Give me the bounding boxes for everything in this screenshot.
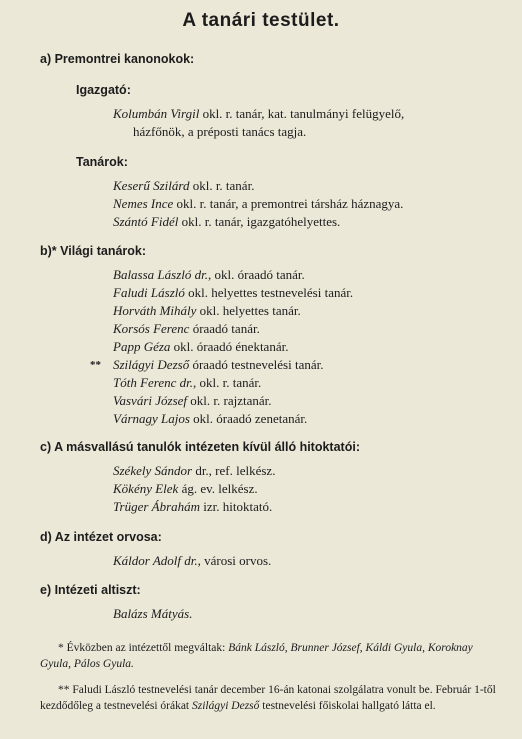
teacher-line bbox=[113, 285, 353, 301]
footnote-2 bbox=[40, 682, 500, 714]
person-name: Káldor Adolf dr. bbox=[113, 553, 198, 568]
teacher-line bbox=[113, 178, 254, 194]
person-name: Szilágyi Dezső bbox=[113, 357, 190, 372]
person-name: Kökény Elek bbox=[113, 481, 179, 496]
teacher-line bbox=[113, 303, 301, 319]
teacher-line bbox=[113, 214, 340, 230]
teacher-line bbox=[113, 411, 307, 427]
person-name: Korsós Ferenc bbox=[113, 321, 190, 336]
person-name: Trüger Ábrahám bbox=[113, 499, 201, 514]
person-name: Szántó Fidél bbox=[113, 214, 179, 229]
section-e-heading: e) Intézeti altiszt: bbox=[40, 583, 141, 597]
footnote-name: Szilágyi Dezső bbox=[192, 700, 260, 712]
teacher-line bbox=[113, 196, 403, 212]
footnote-text: * Évközben az intézettől megváltak: bbox=[58, 642, 229, 654]
teacher-line bbox=[113, 393, 272, 409]
teacher-line bbox=[113, 481, 258, 497]
person-name: Keserű Szilárd bbox=[113, 178, 190, 193]
footnote-text: testnevelési főiskolai hallgató látta el. bbox=[259, 700, 436, 712]
tanarok-heading: Tanárok: bbox=[76, 155, 128, 169]
double-star-marker: ** bbox=[90, 359, 101, 371]
person-desc: okl. helyettes tanár. bbox=[196, 303, 301, 318]
teacher-line bbox=[113, 499, 272, 515]
person-name: Tóth Ferenc dr. bbox=[113, 375, 194, 390]
igazgato-line bbox=[113, 106, 404, 122]
person-name: Várnagy Lajos bbox=[113, 411, 190, 426]
person-name: Székely Sándor bbox=[113, 463, 193, 478]
teacher-line bbox=[113, 321, 260, 337]
person-name: Horváth Mihály bbox=[113, 303, 197, 318]
teacher-line bbox=[113, 339, 288, 355]
person-desc: okl. óraadó énektanár. bbox=[170, 339, 289, 354]
section-a-heading: a) Premontrei kanonokok: bbox=[40, 52, 195, 66]
person-desc: óraadó testnevelési tanár. bbox=[189, 357, 324, 372]
person-desc: izr. hitoktató. bbox=[200, 499, 273, 514]
person-name: Kolumbán Virgil bbox=[113, 106, 200, 121]
igazgato-heading: Igazgató: bbox=[76, 83, 131, 97]
doctor-line bbox=[113, 553, 271, 569]
person-desc: óraadó tanár. bbox=[189, 321, 260, 336]
person-name: Papp Géza bbox=[113, 339, 171, 354]
teacher-line bbox=[113, 463, 275, 479]
person-desc: , okl. óraadó tanár. bbox=[208, 267, 305, 282]
teacher-line bbox=[113, 357, 323, 373]
section-c-heading: c) A másvallású tanulók intézeten kívül álló hitoktatói: bbox=[40, 440, 360, 454]
teacher-line bbox=[113, 375, 261, 391]
igazgato-line-2: házfőnök, a préposti tanács tagja. bbox=[133, 124, 307, 139]
person-desc: ág. ev. lelkész. bbox=[178, 481, 258, 496]
footnote-names: Bánk László, Brunner József, Káldi Gyula, Koroknay Gyula, Pálos Gyula. bbox=[40, 642, 473, 670]
section-b-heading: b)* Világi tanárok: bbox=[40, 244, 147, 258]
section-d-heading: d) Az intézet orvosa: bbox=[40, 530, 162, 544]
person-desc: okl. r. tanár, kat. tanulmányi felügyelő, bbox=[199, 106, 405, 121]
person-desc: okl. r. tanár, a premontrei társház háznagya. bbox=[173, 196, 404, 211]
person-name: Faludi László bbox=[113, 285, 185, 300]
person-name: Vasvári József bbox=[113, 393, 188, 408]
person-desc: , okl. r. tanár. bbox=[193, 375, 262, 390]
page-title: A tanári testület. bbox=[182, 10, 340, 31]
teacher-line bbox=[113, 267, 305, 283]
person-desc: okl. r. rajztanár. bbox=[187, 393, 272, 408]
person-desc: okl. r. tanár. bbox=[189, 178, 255, 193]
staff-line bbox=[113, 606, 192, 622]
person-desc: dr., ref. lelkész. bbox=[192, 463, 276, 478]
person-desc: okl. helyettes testnevelési tanár. bbox=[184, 285, 354, 300]
person-name: Balázs Mátyás. bbox=[113, 606, 193, 621]
person-name: Nemes Ince bbox=[113, 196, 174, 211]
person-desc: okl. óraadó zenetanár. bbox=[189, 411, 308, 426]
person-desc: okl. r. tanár, igazgatóhelyettes. bbox=[178, 214, 341, 229]
footnote-1 bbox=[40, 640, 500, 672]
person-desc: , városi orvos. bbox=[197, 553, 272, 568]
footnote-text: ** Faludi László testnevelési tanár december 16-án katonai szolgálatra vonult be. Február 1-től kezdődőleg a testnevelési órákat bbox=[40, 684, 496, 712]
person-name: Balassa László dr. bbox=[113, 267, 208, 282]
